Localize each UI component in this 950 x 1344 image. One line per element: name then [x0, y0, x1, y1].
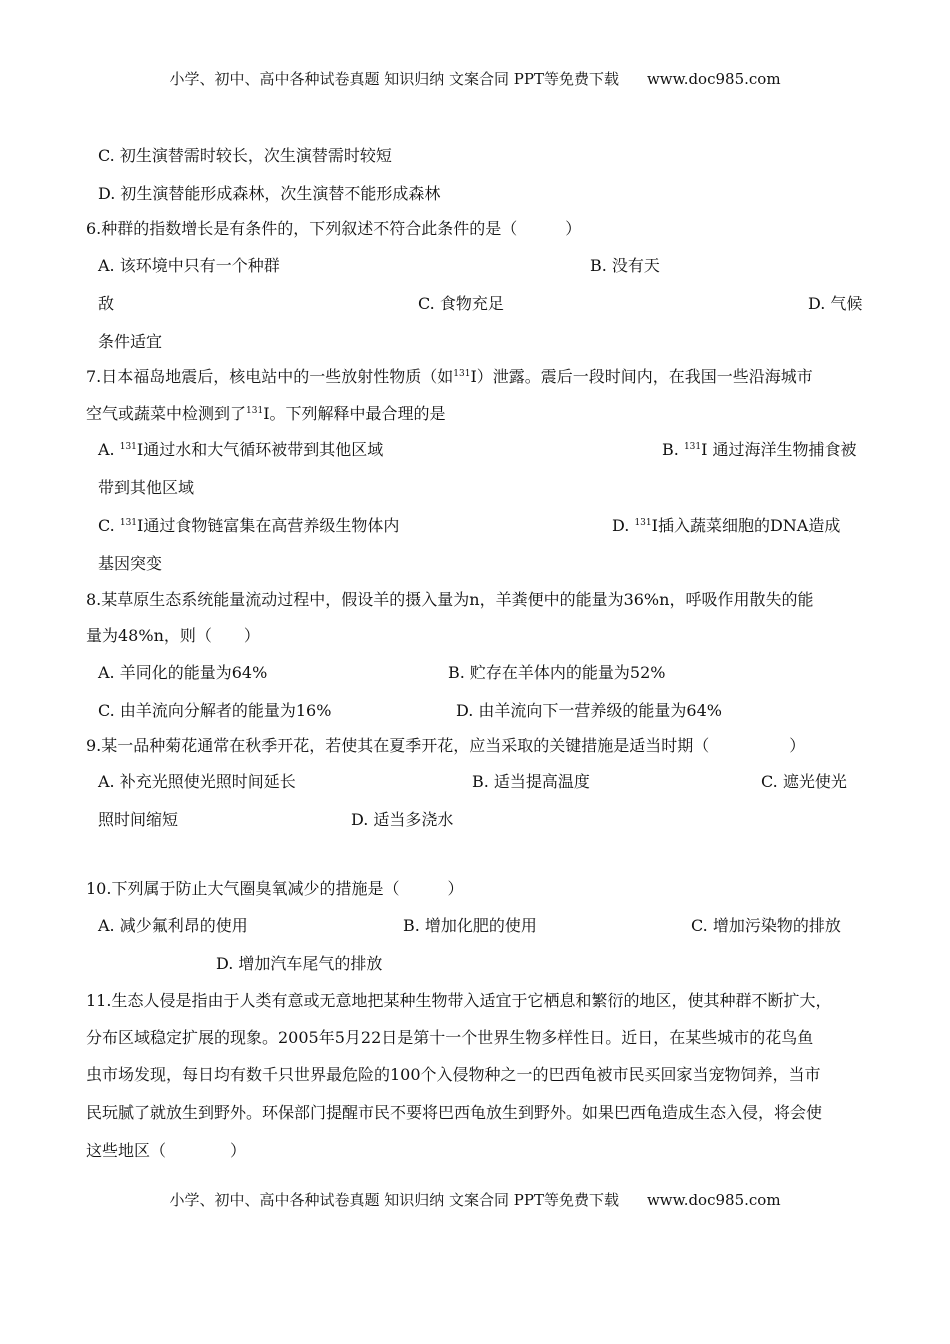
- q8-option-a: A. 羊同化的能量为64%: [98, 663, 268, 682]
- q7-option-d-cont: 基因突变: [98, 554, 163, 573]
- header-text: 小学、初中、高中各种试卷真题 知识归纳 文案合同 PPT等免费下载: [169, 70, 619, 88]
- q10-option-b: B. 增加化肥的使用: [403, 916, 537, 935]
- q11-stem-line-2: 分布区域稳定扩展的现象。2005年5月22日是第十一个世界生物多样性日。近日，在某些城市的花鸟鱼: [86, 1028, 814, 1047]
- q6-option-d: D. 气候: [808, 294, 863, 313]
- q11-stem-line-1: 11.生态人侵是指由于人类有意或无意地把某种生物带入适宜于它栖息和繁衍的地区，使其种群不断扩大，: [86, 991, 832, 1010]
- q9-stem: 9.某一品种菊花通常在秋季开花，若使其在夏季开花，应当采取的关键措施是适当时期（ ）: [86, 736, 806, 755]
- q6-option-b-cont: 敌: [98, 294, 115, 313]
- q9-option-a: A. 补充光照使光照时间延长: [98, 772, 296, 791]
- q8-stem-line-1: 8.某草原生态系统能量流动过程中，假设羊的摄入量为n，羊粪便中的能量为36%n，呼吸作用散失的能: [86, 590, 814, 609]
- q7-option-b: B. $^{131}$I 通过海洋生物捕食被: [662, 440, 857, 459]
- q9-option-c-cont: 照时间缩短: [98, 810, 179, 829]
- q11-stem-line-5: 这些地区（ ）: [86, 1141, 247, 1160]
- q8-option-b: B. 贮存在羊体内的能量为52%: [448, 663, 666, 682]
- q5-option-c: C. 初生演替需时较长，次生演替需时较短: [98, 146, 392, 165]
- q6-option-b: B. 没有天: [590, 256, 660, 275]
- q6-stem: 6.种群的指数增长是有条件的，下列叙述不符合此条件的是（ ）: [86, 219, 582, 238]
- q10-option-c: C. 增加污染物的排放: [691, 916, 841, 935]
- footer-url[interactable]: www.doc985.com: [646, 1191, 781, 1209]
- q8-stem-line-2: 量为48%n，则（ ）: [86, 626, 260, 645]
- q7-option-c: C. $^{131}$I通过食物链富集在高营养级生物体内: [98, 516, 400, 535]
- q10-option-a: A. 减少氟利昂的使用: [98, 916, 248, 935]
- q7-option-b-cont: 带到其他区域: [98, 478, 195, 497]
- q6-option-a: A. 该环境中只有一个种群: [98, 256, 280, 275]
- q11-stem-line-4: 民玩腻了就放生到野外。环保部门提醒市民不要将巴西龟放生到野外。如果巴西龟造成生态入侵，将会使: [86, 1103, 823, 1122]
- q11-stem-line-3: 虫市场发现，每日均有数千只世界最危险的100个入侵物种之一的巴西龟被市民买回家当宠物饲养，当市: [86, 1065, 821, 1084]
- q8-option-d: D. 由羊流向下一营养级的能量为64%: [456, 701, 722, 720]
- page-header: [0, 68, 950, 90]
- q9-option-c: C. 遮光使光: [761, 772, 847, 791]
- q5-option-d: D. 初生演替能形成森林，次生演替不能形成森林: [98, 184, 441, 203]
- q9-option-d: D. 适当多浇水: [351, 810, 454, 829]
- page-footer: [0, 1189, 950, 1211]
- q6-option-c: C. 食物充足: [418, 294, 504, 313]
- q7-option-d: D. $^{131}$I插入蔬菜细胞的DNA造成: [612, 516, 841, 535]
- q7-stem-line-2: 空气或蔬菜中检测到了$^{131}$I。下列解释中最合理的是: [86, 404, 446, 423]
- footer-text: 小学、初中、高中各种试卷真题 知识归纳 文案合同 PPT等免费下载: [169, 1191, 619, 1209]
- q10-option-d: D. 增加汽车尾气的排放: [216, 954, 383, 973]
- q6-option-d-cont: 条件适宜: [98, 332, 163, 351]
- q10-stem: 10.下列属于防止大气圈臭氧减少的措施是（ ）: [86, 879, 464, 898]
- q7-option-a: A. $^{131}$I通过水和大气循环被带到其他区域: [98, 440, 384, 459]
- header-url[interactable]: www.doc985.com: [646, 70, 781, 88]
- q9-option-b: B. 适当提高温度: [472, 772, 590, 791]
- q7-stem-line-1: 7.日本福岛地震后，核电站中的一些放射性物质（如$^{131}$I）泄露。震后一段时间内，在我国一些沿海城市: [86, 367, 813, 386]
- q8-option-c: C. 由羊流向分解者的能量为16%: [98, 701, 332, 720]
